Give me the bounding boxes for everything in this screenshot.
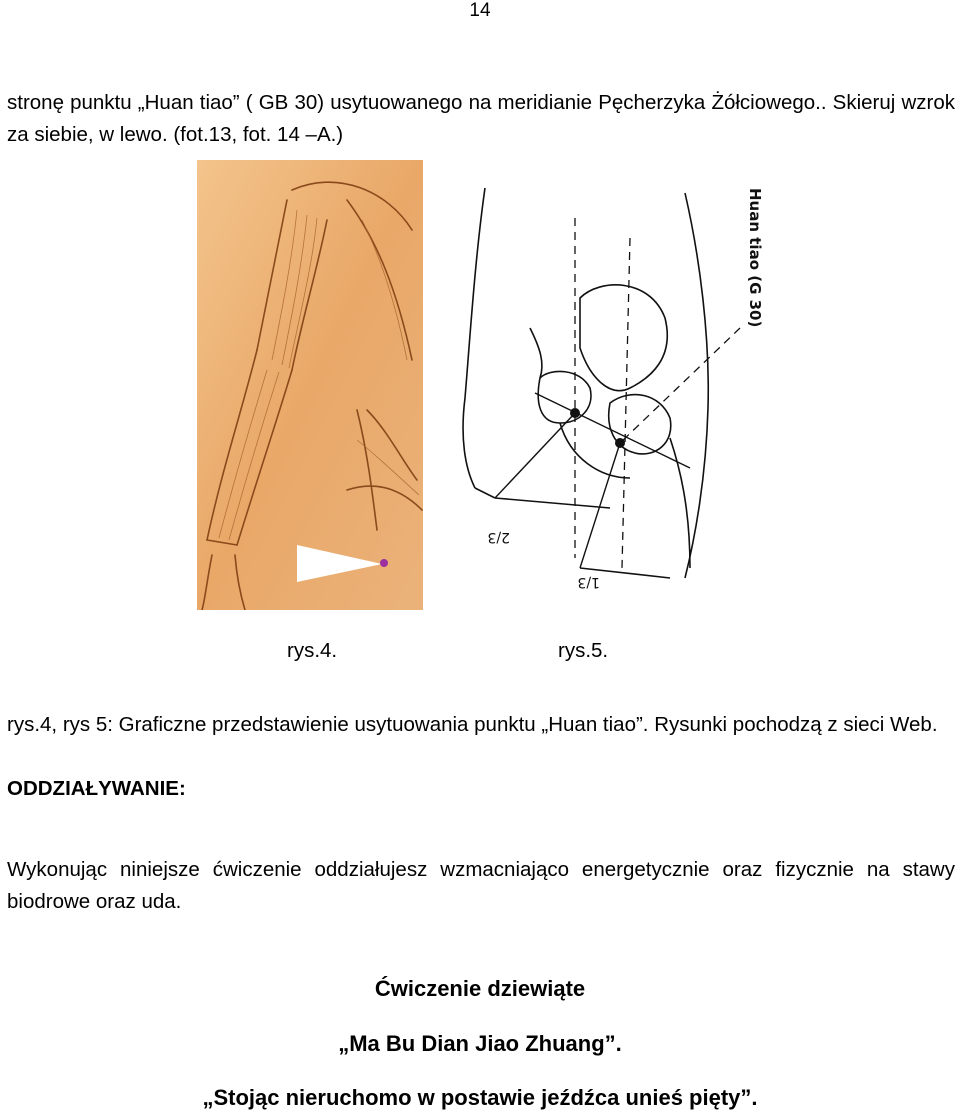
huan-tiao-label: Huan tiao (G 30) [746,188,764,328]
section-heading: ODDZIAŁYWANIE: [7,777,186,800]
arm-muscle-illustration [197,160,423,610]
exercise-name-title: „Ma Bu Dian Jiao Zhuang”. [338,1031,622,1056]
huan-tiao-point-marker [380,559,388,567]
ratio-label-bottom: 1/3 [577,574,600,590]
ratio-label-top: 2/3 [487,529,510,545]
exercise-instruction-title: „Stojąc nieruchomo w postawie jeźdźca unieś pięty”. [202,1085,758,1110]
exercise-number-title: Ćwiczenie dziewiąte [374,976,586,1001]
figure-4-label: rys.4. [287,639,338,662]
effect-paragraph: Wykonując niniejsze ćwiczenie oddziałujesz wzmacniająco energetycznie oraz fizycznie na stawy biodrowe oraz uda. [7,857,955,913]
intro-paragraph: stronę punktu „Huan tiao” ( GB 30) usytuowanego na meridianie Pęcherzyka Żółciowego.. Skieruj wzrok za siebie, w lewo. (fot.13, fot. 14 –A.) [7,90,955,146]
page-number: 14 [469,0,491,21]
hip-bone-diagram [440,178,770,598]
figure-caption: rys.4, rys 5: Graficzne przedstawienie usytuowania punktu „Huan tiao”. Rysunki pochodzą z sieci Web. [7,712,938,736]
figure-5-label: rys.5. [558,639,609,662]
